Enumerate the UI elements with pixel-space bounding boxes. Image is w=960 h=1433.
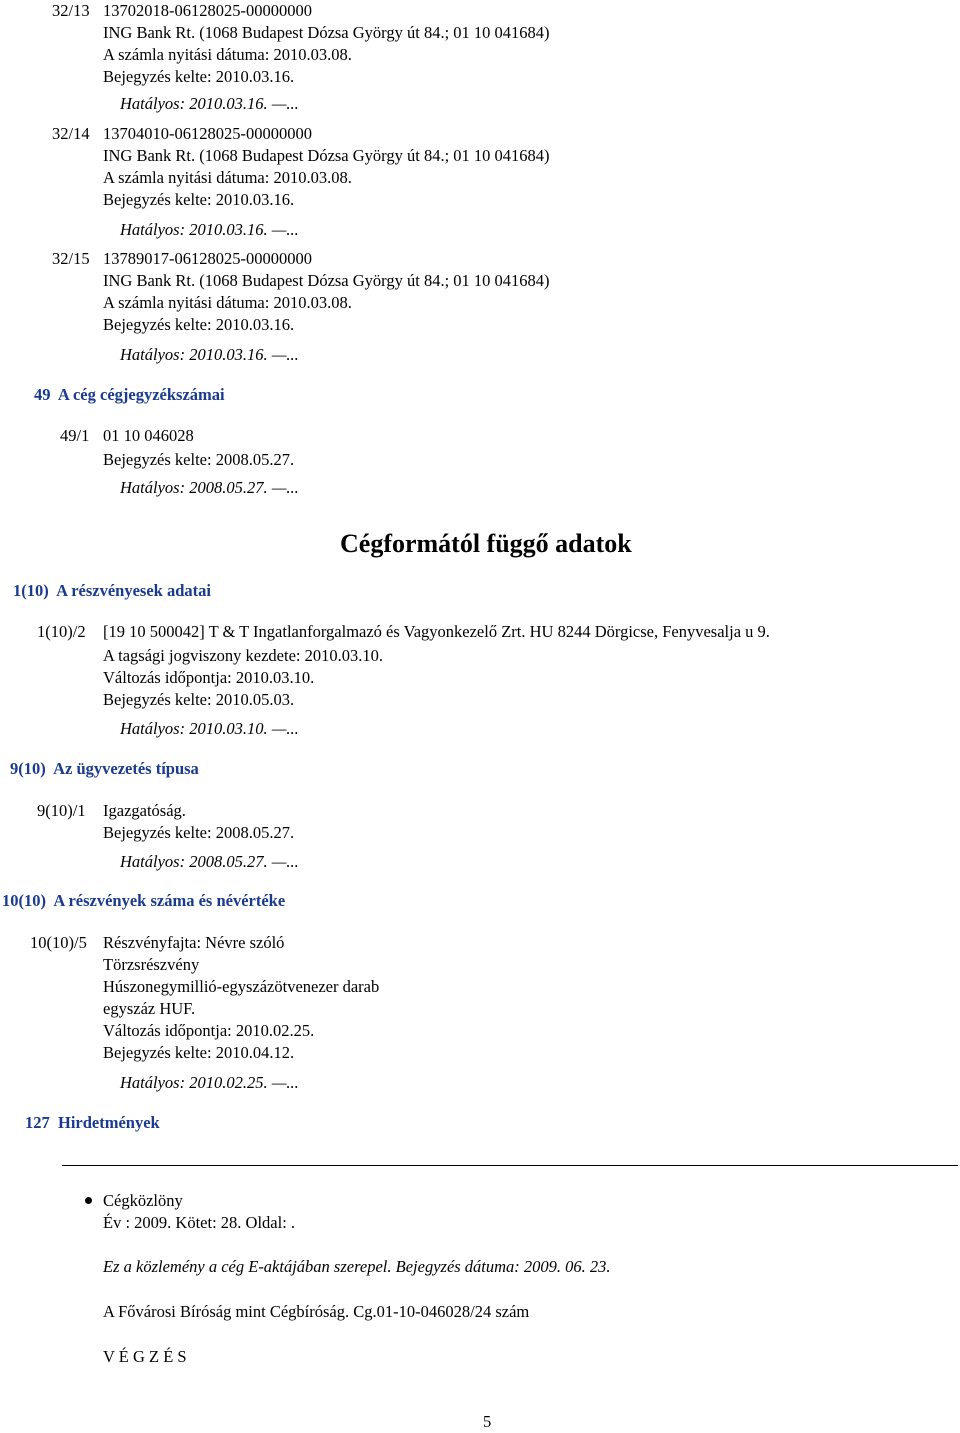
account-number: 13704010-06128025-00000000 [103, 124, 312, 143]
section-heading-127: 127 Hirdetmények [25, 1113, 160, 1132]
effective-date: Hatályos: 2010.03.16. —... [120, 220, 299, 239]
page-number: 5 [483, 1412, 492, 1431]
registration-date: Bejegyzés kelte: 2008.05.27. [103, 823, 295, 842]
announcement-detail: Év : 2009. Kötet: 28. Oldal: . [103, 1213, 296, 1232]
change-date: Változás időpontja: 2010.02.25. [103, 1021, 315, 1040]
page-title: Cégformától függő adatok [340, 529, 632, 558]
effective-date: Hatályos: 2010.03.10. —... [120, 719, 299, 738]
shareholder-line: [19 10 500042] T & T Ingatlanforgalmazó és Vagyonkezelő Zrt. HU 8244 Dörgicse, Fenyvesalja u 9. [103, 622, 770, 641]
entry-number: 32/15 [52, 249, 90, 268]
registration-date: Bejegyzés kelte: 2008.05.27. [103, 450, 295, 469]
registration-date: Bejegyzés kelte: 2010.04.12. [103, 1043, 295, 1062]
entry-number: 10(10)/5 [30, 933, 87, 952]
effective-date: Hatályos: 2010.02.25. —... [120, 1073, 299, 1092]
account-open-date: A számla nyitási dátuma: 2010.03.08. [103, 293, 352, 312]
horizontal-rule [62, 1165, 958, 1166]
registration-date: Bejegyzés kelte: 2010.05.03. [103, 690, 295, 709]
effective-date: Hatályos: 2008.05.27. —... [120, 478, 299, 497]
entry-number: 32/13 [52, 1, 90, 20]
registration-date: Bejegyzés kelte: 2010.03.16. [103, 67, 295, 86]
account-number: 13789017-06128025-00000000 [103, 249, 312, 268]
account-open-date: A számla nyitási dátuma: 2010.03.08. [103, 45, 352, 64]
registration-date: Bejegyzés kelte: 2010.03.16. [103, 190, 295, 209]
section-heading-10-10: 10(10) A részvények száma és névértéke [2, 891, 286, 910]
share-class: Törzsrészvény [103, 955, 200, 974]
registration-date: Bejegyzés kelte: 2010.03.16. [103, 315, 295, 334]
court-line: A Fővárosi Bíróság mint Cégbíróság. Cg.01-10-046028/24 szám [103, 1302, 530, 1321]
bank-line: ING Bank Rt. (1068 Budapest Dózsa György út 84.; 01 10 041684) [103, 146, 550, 165]
management-type: Igazgatóság. [103, 801, 186, 820]
vegzes-heading: V É G Z É S [103, 1347, 187, 1366]
share-face-value: egyszáz HUF. [103, 999, 196, 1018]
announcement-title: Cégközlöny [103, 1191, 183, 1210]
effective-date: Hatályos: 2010.03.16. —... [120, 94, 299, 113]
entry-number: 1(10)/2 [37, 622, 86, 641]
account-open-date: A számla nyitási dátuma: 2010.03.08. [103, 168, 352, 187]
share-type: Részvényfajta: Névre szóló [103, 933, 285, 952]
account-number: 13702018-06128025-00000000 [103, 1, 312, 20]
share-count: Húszonegymillió-egyszázötvenezer darab [103, 977, 380, 996]
section-heading-1-10: 1(10) A részvényesek adatai [13, 581, 211, 600]
company-reg-number: 01 10 046028 [103, 426, 194, 445]
membership-start: A tagsági jogviszony kezdete: 2010.03.10. [103, 646, 383, 665]
announcement-note: Ez a közlemény a cég E-aktájában szerepel. Bejegyzés dátuma: 2009. 06. 23. [103, 1257, 611, 1276]
section-heading-9-10: 9(10) Az ügyvezetés típusa [10, 759, 199, 778]
effective-date: Hatályos: 2008.05.27. —... [120, 852, 299, 871]
bank-line: ING Bank Rt. (1068 Budapest Dózsa György út 84.; 01 10 041684) [103, 23, 550, 42]
bank-line: ING Bank Rt. (1068 Budapest Dózsa György út 84.; 01 10 041684) [103, 271, 550, 290]
section-heading-49: 49 A cég cégjegyzékszámai [34, 385, 225, 404]
entry-number: 32/14 [52, 124, 90, 143]
change-date: Változás időpontja: 2010.03.10. [103, 668, 315, 687]
effective-date: Hatályos: 2010.03.16. —... [120, 345, 299, 364]
entry-number: 9(10)/1 [37, 801, 86, 820]
bullet-icon [85, 1197, 92, 1204]
entry-number: 49/1 [60, 426, 90, 445]
